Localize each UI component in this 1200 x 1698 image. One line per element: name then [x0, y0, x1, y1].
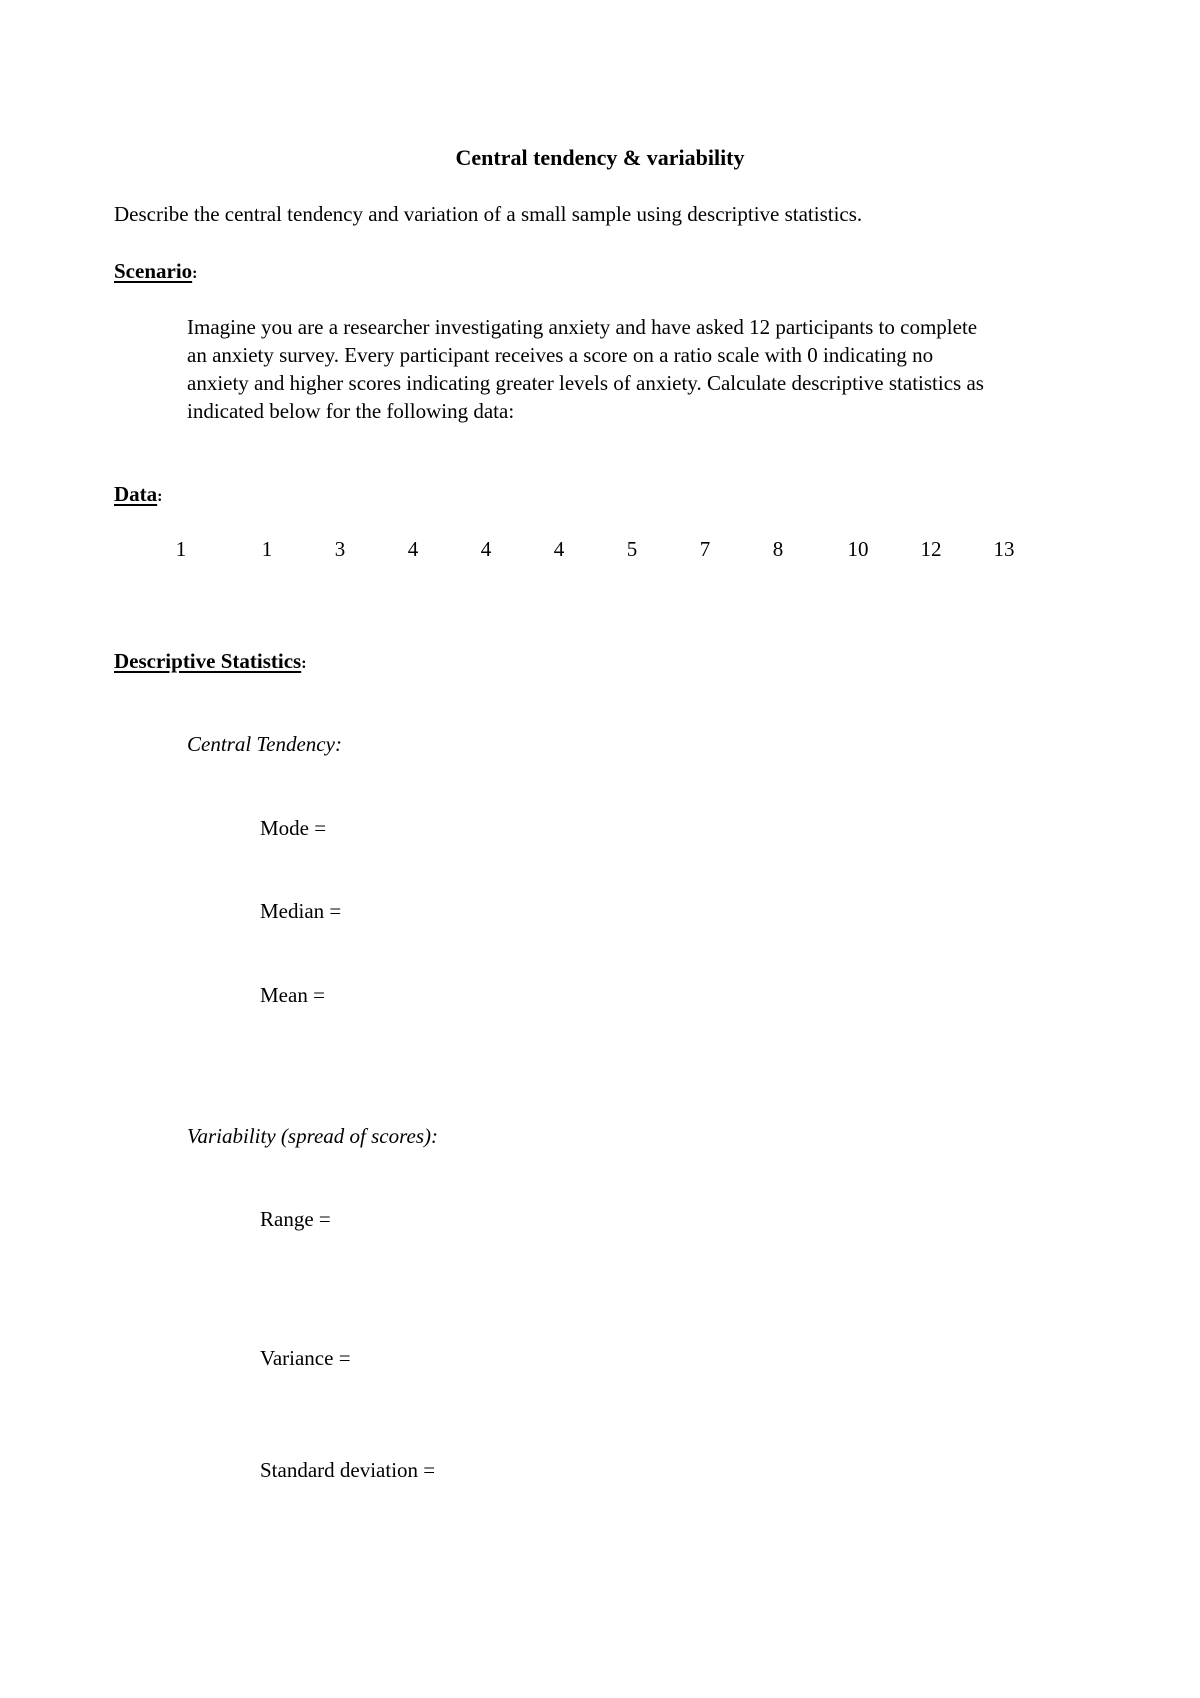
data-value: 3 [334, 537, 346, 561]
data-value: 1 [175, 537, 187, 561]
intro-text: Describe the central tendency and variation of a small sample using descriptive statistics. [114, 202, 863, 226]
standard-deviation-label: Standard deviation = [260, 1458, 436, 1482]
variance-label: Variance = [260, 1346, 351, 1370]
scenario-heading-colon: : [192, 265, 198, 282]
data-heading-label: Data [114, 482, 158, 506]
data-values-row [0, 537, 1200, 567]
range-label: Range = [260, 1207, 331, 1231]
data-value: 5 [626, 537, 638, 561]
data-value: 10 [847, 537, 869, 561]
scenario-line: anxiety and higher scores indicating greater levels of anxiety. Calculate descriptive statistics as [187, 371, 984, 395]
data-heading [114, 482, 163, 507]
data-value: 4 [553, 537, 565, 561]
descriptive-statistics-heading [114, 649, 307, 674]
mode-label: Mode = [260, 816, 327, 840]
data-value: 8 [772, 537, 784, 561]
scenario-line: an anxiety survey. Every participant receives a score on a ratio scale with 0 indicating no [187, 343, 934, 367]
page-title: Central tendency & variability [455, 145, 745, 170]
variability-heading: Variability (spread of scores): [187, 1124, 438, 1148]
data-heading-colon: : [157, 488, 163, 505]
descriptive-statistics-heading-label: Descriptive Statistics [114, 649, 302, 673]
scenario-heading [114, 259, 197, 284]
median-label: Median = [260, 899, 342, 923]
mean-label: Mean = [260, 983, 325, 1007]
central-tendency-heading: Central Tendency: [187, 732, 342, 756]
scenario-line: Imagine you are a researcher investigating anxiety and have asked 12 participants to complete [187, 315, 978, 339]
data-value: 12 [920, 537, 942, 561]
data-value: 13 [993, 537, 1015, 561]
data-value: 4 [407, 537, 419, 561]
scenario-heading-label: Scenario [114, 259, 193, 283]
data-value: 7 [699, 537, 711, 561]
scenario-paragraph [187, 313, 1137, 425]
data-value: 4 [480, 537, 492, 561]
descriptive-statistics-heading-colon: : [301, 655, 307, 672]
data-value: 1 [261, 537, 273, 561]
scenario-line: indicated below for the following data: [187, 399, 515, 423]
